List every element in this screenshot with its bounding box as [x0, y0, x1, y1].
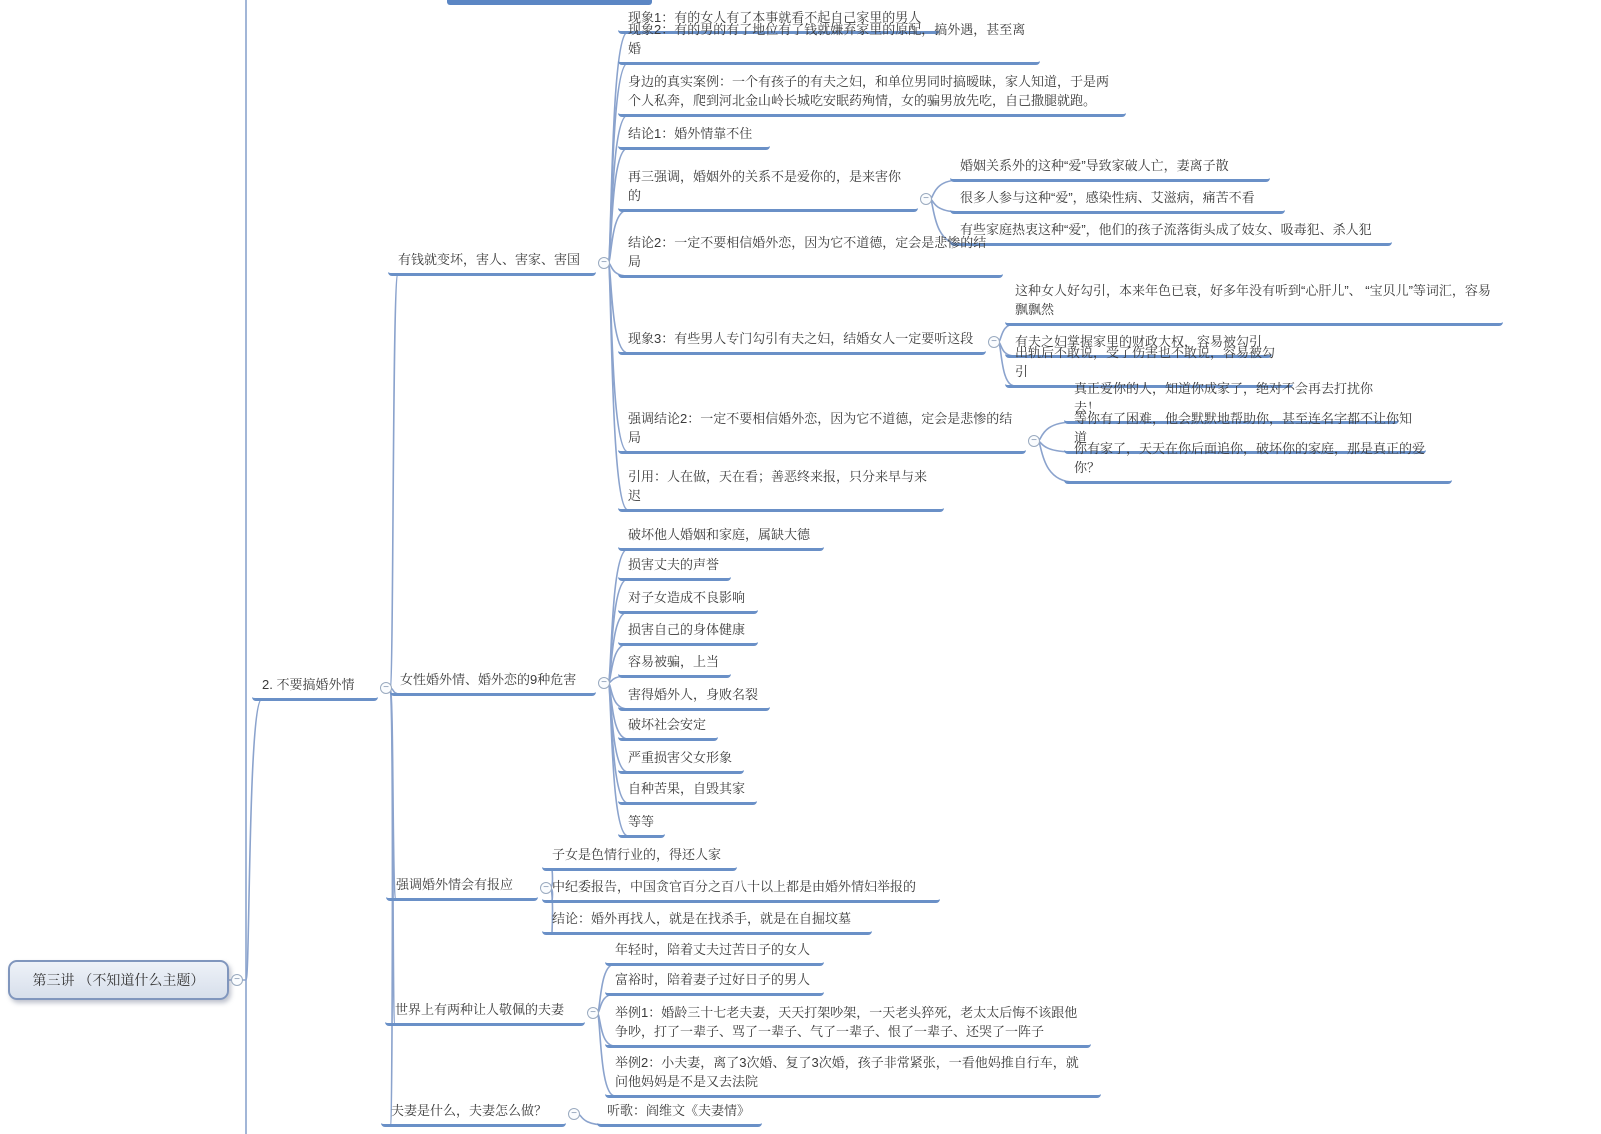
- mindmap-node-karma2[interactable]: 中纪委报告，中国贪官百分之百八十以上都是由婚外情妇举报的: [542, 875, 940, 903]
- collapse-toggle-topic2[interactable]: −: [380, 682, 392, 694]
- collapse-toggle-phenomenon3[interactable]: −: [988, 336, 1000, 348]
- mindmap-node-quote[interactable]: 引用：人在做，天在看；善恶终来报，只分来早与来迟: [618, 465, 944, 512]
- clipped-node-underline: [447, 0, 652, 5]
- mindmap-node-harm9[interactable]: 自种苦果，自毁其家: [618, 777, 757, 805]
- mindmap-node-love-harm3[interactable]: 有些家庭热衷这种“爱”，他们的孩子流落街头成了妓女、吸毒犯、杀人犯: [950, 218, 1392, 246]
- mindmap-node-example1[interactable]: 举例1：婚龄三十七老夫妻，天天打架吵架，一天老头猝死，老太太后悔不该跟他争吵，打了一辈子、骂了一辈子、气了一辈子、恨了一辈子、还哭了一阵子: [605, 1001, 1091, 1048]
- mindmap-node-harm1[interactable]: 破坏他人婚姻和家庭，属缺大德: [618, 523, 824, 551]
- collapse-toggle-stress-conclusion2[interactable]: −: [1028, 435, 1040, 447]
- mindmap-node-phenomenon3[interactable]: 现象3：有些男人专门勾引有夫之妇，结婚女人一定要听这段: [618, 327, 986, 355]
- mindmap-node-conclusion1[interactable]: 结论1：婚外情靠不住: [618, 122, 770, 150]
- mindmap-node-phenomenon2[interactable]: 现象2：有的男的有了地位有了钱就嫌弃家里的原配，搞外遇，甚至离婚: [618, 18, 1040, 65]
- collapse-toggle-karma[interactable]: −: [540, 882, 552, 894]
- mindmap-node-real-case[interactable]: 身边的真实案例：一个有孩子的有夫之妇，和单位男同时搞暧昧，家人知道，于是两个人私奔，爬到河北金山岭长城吃安眠药殉情，女的骗男放先吃，自己撒腿就跑。: [618, 70, 1126, 117]
- mindmap-node-topic2[interactable]: 2. 不要搞婚外情: [252, 673, 378, 701]
- mindmap-node-what-couple[interactable]: 夫妻是什么，夫妻怎么做？: [381, 1099, 566, 1127]
- collapse-toggle-rich-bad[interactable]: −: [598, 257, 610, 269]
- mindmap-node-song[interactable]: 听歌：阎维文《夫妻情》: [597, 1099, 762, 1127]
- mindmap-node-couple-man[interactable]: 富裕时，陪着妻子过好日子的男人: [605, 968, 824, 996]
- mindmap-node-couple-woman[interactable]: 年轻时，陪着丈夫过苦日子的女人: [605, 938, 824, 966]
- mindmap-node-stress-conclusion2[interactable]: 强调结论2：一定不要相信婚外恋，因为它不道德，定会是悲惨的结局: [618, 407, 1026, 454]
- mindmap-node-harm6[interactable]: 害得婚外人，身败名裂: [618, 683, 770, 711]
- mindmap-node-example2[interactable]: 举例2：小夫妻，离了3次婚、复了3次婚，孩子非常紧张，一看他妈推自行车，就问他妈妈是不是又去法院: [605, 1051, 1101, 1098]
- mindmap-node-couples[interactable]: 世界上有两种让人敬佩的夫妻: [385, 998, 585, 1026]
- mindmap-node-harm8[interactable]: 严重损害父女形象: [618, 746, 744, 774]
- mindmap-node-karma[interactable]: 强调婚外情会有报应: [386, 873, 538, 901]
- mindmap-node-true-love1[interactable]: 真正爱你的人，知道你成家了，绝对不会再去打扰你去！: [1064, 377, 1399, 424]
- mindmap-node-true-love2[interactable]: 等你有了困难，他会默默地帮助你，甚至连名字都不让你知道: [1064, 407, 1426, 454]
- collapse-toggle-root[interactable]: −: [231, 974, 243, 986]
- mindmap-node-love-harm1[interactable]: 婚姻关系外的这种“爱”导致家破人亡，妻离子散: [950, 154, 1270, 182]
- mindmap-node-love-harm2[interactable]: 很多人参与这种“爱”，感染性病、艾滋病，痛苦不看: [950, 186, 1285, 214]
- mindmap-node-true-love3[interactable]: 你有家了，天天在你后面追你，破坏你的家庭，那是真正的爱你？: [1064, 437, 1452, 484]
- mindmap-node-reiterate[interactable]: 再三强调，婚姻外的关系不是爱你的，是来害你的: [618, 165, 918, 212]
- mindmap-node-conclusion2[interactable]: 结论2：一定不要相信婚外恋，因为它不道德，定会是悲惨的结局: [618, 231, 1003, 278]
- mindmap-node-rich-bad[interactable]: 有钱就变坏，害人、害家、害国: [388, 248, 596, 276]
- mindmap-node-nine-harms[interactable]: 女性婚外情、婚外恋的9种危害: [390, 668, 596, 696]
- mindmap-node-harm10[interactable]: 等等: [618, 810, 665, 838]
- mindmap-node-seduce1[interactable]: 这种女人好勾引，本来年色已衰，好多年没有听到“心肝儿”、 “宝贝儿”等词汇，容易飘飘然: [1005, 279, 1503, 326]
- mindmap-node-harm3[interactable]: 对子女造成不良影响: [618, 586, 758, 614]
- mindmap-node-seduce3[interactable]: 出轨后不敢说，受了伤害也不敢说，容易被勾引: [1005, 341, 1293, 388]
- mindmap-node-karma1[interactable]: 子女是色情行业的，得还人家: [542, 843, 737, 871]
- mindmap-node-harm2[interactable]: 损害丈夫的声誉: [618, 553, 731, 581]
- mindmap-node-harm4[interactable]: 损害自己的身体健康: [618, 618, 758, 646]
- mindmap-node-phenomenon1[interactable]: 现象1：有的女人有了本事就看不起自己家里的男人: [618, 6, 940, 34]
- mindmap-node-harm5[interactable]: 容易被骗，上当: [618, 650, 731, 678]
- collapse-toggle-nine-harms[interactable]: −: [598, 677, 610, 689]
- collapse-toggle-couples[interactable]: −: [587, 1007, 599, 1019]
- collapse-toggle-what-couple[interactable]: −: [568, 1108, 580, 1120]
- mindmap-node-root[interactable]: 第三讲 （不知道什么主题）: [8, 960, 229, 1000]
- mindmap-node-seduce2[interactable]: 有夫之妇掌握家里的财政大权，容易被勾引: [1005, 330, 1272, 358]
- mindmap-node-harm7[interactable]: 破坏社会安定: [618, 713, 718, 741]
- mindmap-node-karma3[interactable]: 结论：婚外再找人，就是在找杀手，就是在自掘坟墓: [542, 907, 872, 935]
- collapse-toggle-reiterate[interactable]: −: [920, 193, 932, 205]
